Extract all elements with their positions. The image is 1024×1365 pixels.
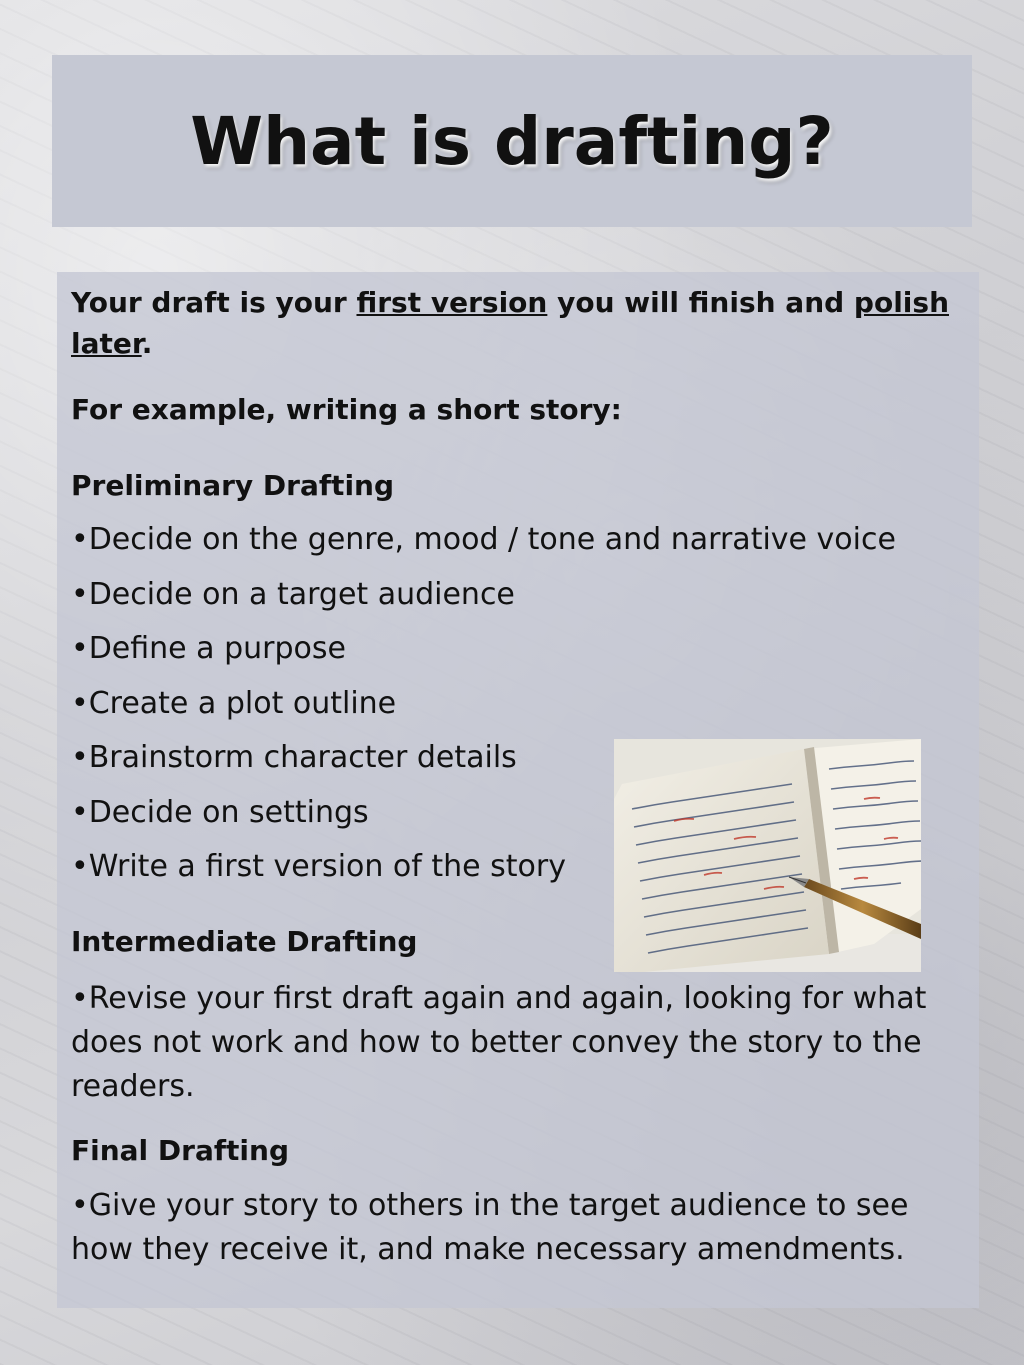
intro-part-4: .: [141, 327, 153, 360]
page-title: What is drafting?: [190, 102, 834, 180]
intermediate-heading: Intermediate Drafting: [71, 925, 418, 958]
notebook-pen-image: [614, 739, 921, 972]
intro-underline-polish: polish: [853, 286, 949, 319]
title-banner: [52, 55, 972, 227]
final-heading: Final Drafting: [71, 1134, 289, 1167]
handwritten-notebook-icon: [614, 739, 921, 972]
preliminary-item: •Define a purpose: [71, 631, 346, 666]
preliminary-item: •Brainstorm character details: [71, 740, 517, 775]
intro-underline-first-version: first version: [356, 286, 548, 319]
preliminary-item: •Decide on the genre, mood / tone and narrative voice: [71, 522, 896, 557]
intro-part-1: Your draft is your: [71, 286, 357, 319]
preliminary-item: •Decide on settings: [71, 794, 369, 830]
preliminary-heading: Preliminary Drafting: [71, 469, 395, 502]
intermediate-item: •Revise your first draft again and again, looking for what does not work and how to better convey the story to the readers.: [71, 981, 927, 1104]
preliminary-item: •Write a first version of the story: [71, 849, 566, 884]
intro-underline-later: later: [71, 327, 142, 360]
example-line: For example, writing a short story:: [71, 393, 622, 426]
intro-part-2: you will finish and: [547, 286, 854, 319]
final-item: •Give your story to others in the target audience to see how they receive it, and make necessary amendments.: [71, 1188, 909, 1267]
intro-text: [71, 282, 965, 364]
preliminary-item: •Create a plot outline: [71, 685, 397, 721]
preliminary-item: •Decide on a target audience: [71, 576, 515, 612]
